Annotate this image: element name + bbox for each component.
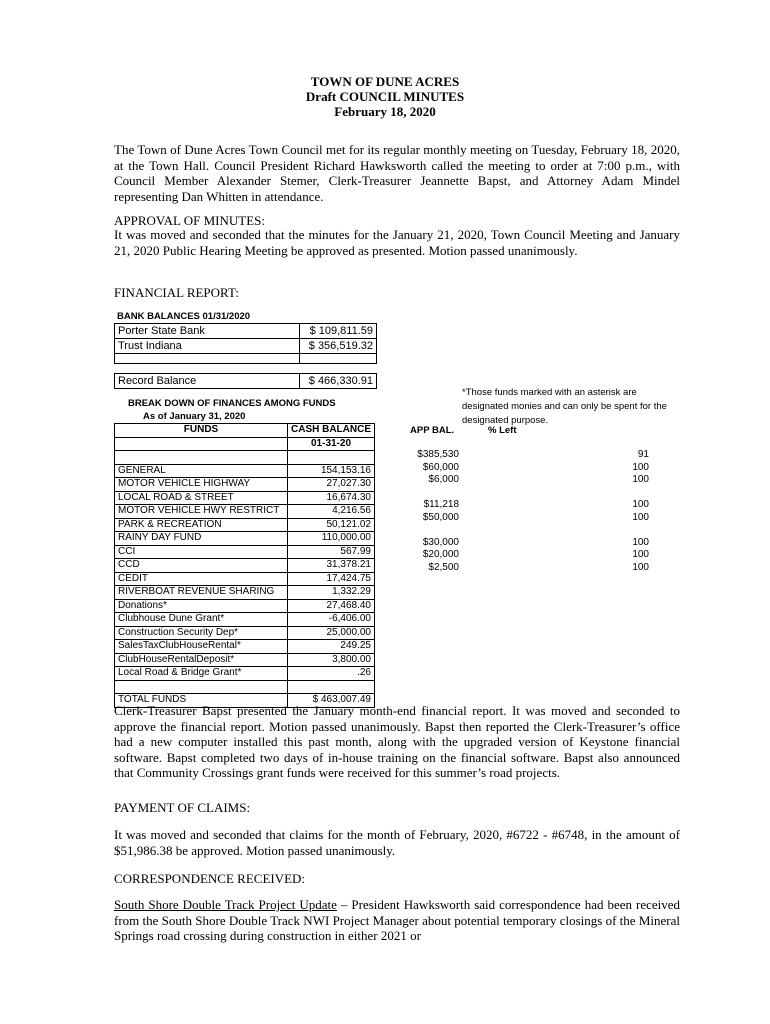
financial-heading: FINANCIAL REPORT:: [114, 285, 239, 300]
app-row: [392, 487, 649, 500]
fund-cash: 110,000.00: [288, 532, 375, 546]
breakdown-title: BREAK DOWN OF FINANCES AMONG FUNDS: [128, 398, 336, 409]
designated-funds-note: *Those funds marked with an asterisk are designated monies and can only be spent for the designated purpose.: [462, 387, 667, 426]
fund-name: PARK & RECREATION: [115, 518, 288, 532]
percent-left: 100: [632, 511, 649, 523]
fund-row: [115, 599, 375, 613]
bank-row: [115, 339, 377, 354]
fund-row: [115, 572, 375, 586]
fund-cash: 31,378.21: [288, 559, 375, 573]
percent-left: 100: [632, 499, 649, 510]
bank-name: Porter State Bank: [115, 324, 300, 339]
fund-name: SalesTaxClubHouseRental*: [115, 640, 288, 654]
app-balance: $385,530: [417, 449, 459, 460]
approval-heading: APPROVAL OF MINUTES:: [114, 213, 265, 228]
percent-left: [459, 487, 649, 500]
correspondence-paragraph: [114, 897, 680, 944]
claims-paragraph: It was moved and seconded that claims for the month of February, 2020, #6722 - #6748, in the amount of $51,986.38 be approved. Motion passed unanimously.: [114, 827, 680, 858]
funds-table: [114, 423, 375, 708]
fund-name: Local Road & Bridge Grant*: [115, 667, 288, 681]
fund-row: [115, 626, 375, 640]
fund-name: GENERAL: [115, 464, 288, 478]
fund-cash: 249.25: [288, 640, 375, 654]
fund-row: [115, 586, 375, 600]
fund-name: Construction Security Dep*: [115, 626, 288, 640]
app-balance: $11,218: [423, 499, 459, 510]
col-left-header: % Left: [488, 425, 517, 436]
funds-spacer-row: [115, 451, 375, 465]
correspondence-item-title: South Shore Double Track Project Update: [114, 897, 337, 912]
fund-cash: 27,027.30: [288, 478, 375, 492]
bank-value: $ 466,330.91: [300, 374, 377, 389]
app-balance: $2,500: [428, 561, 459, 573]
total-funds-label: TOTAL FUNDS: [115, 694, 288, 708]
fund-row: [115, 613, 375, 627]
funds-header-row: [115, 437, 375, 451]
app-row: [392, 449, 649, 462]
fund-name: CCI: [115, 545, 288, 559]
fund-row: [115, 653, 375, 667]
fund-cash: 154,153.16: [288, 464, 375, 478]
bank-value: $ 356,519.32: [300, 339, 377, 354]
bank-blank-row: [115, 354, 377, 364]
app-row: [392, 562, 649, 575]
bank-balances-table: [114, 323, 377, 389]
app-row: [392, 499, 649, 512]
app-balance: [392, 487, 459, 500]
fund-row: [115, 545, 375, 559]
intro-paragraph: The Town of Dune Acres Town Council met for its regular monthly meeting on Tuesday, February 18, 2020, at the Town Hall. Council President Richard Hawksworth called the meeting to order at 7:00 p.m., with Council Member Alexander Stemer, Clerk-Treasurer Jeannette Bapst, and Attorney Adam Mindel representing Dan Whitten in attendance.: [114, 142, 680, 204]
app-balance: $20,000: [422, 549, 459, 560]
fund-cash: 4,216.56: [288, 505, 375, 519]
fund-name: CCD: [115, 559, 288, 573]
fund-row: [115, 478, 375, 492]
app-balance: $30,000: [422, 536, 459, 548]
percent-left: 91: [637, 449, 649, 460]
fund-cash: 50,121.02: [288, 518, 375, 532]
fund-name: LOCAL ROAD & STREET: [115, 491, 288, 505]
app-row: [392, 512, 649, 525]
fund-row: [115, 464, 375, 478]
app-balance: $6,000: [428, 474, 459, 485]
app-row: [392, 474, 649, 487]
fund-cash: 27,468.40: [288, 599, 375, 613]
fund-name: MOTOR VEHICLE HWY RESTRICT: [115, 505, 288, 519]
col-funds-header: FUNDS: [115, 424, 288, 438]
financial-report-paragraph: Clerk-Treasurer Bapst presented the January month-end financial report. It was moved and seconded to approve the financial report. Motion passed unanimously. Bapst then reported the Clerk-Treasurer’s office had a new computer installed this past month, along with the upgraded version of Keystone financial software. Bapst completed two days of in-house training on the financial software. Bapst also announced that Community Crossings grant funds were received for this summer’s road projects.: [114, 703, 680, 780]
app-row: [392, 524, 649, 537]
bank-blank-row: [115, 364, 377, 374]
fund-row: [115, 491, 375, 505]
fund-row: [115, 559, 375, 573]
fund-cash: 25,000.00: [288, 626, 375, 640]
col-cash-header: CASH BALANCE: [288, 424, 375, 438]
bank-balances-title: BANK BALANCES 01/31/2020: [117, 311, 251, 322]
fund-cash: 17,424.75: [288, 572, 375, 586]
meeting-date: February 18, 2020: [334, 104, 436, 119]
correspondence-heading: CORRESPONDENCE RECEIVED:: [114, 871, 306, 886]
percent-left: 100: [632, 474, 649, 485]
percent-left: 100: [632, 549, 649, 560]
fund-row: [115, 667, 375, 681]
breakdown-asof: As of January 31, 2020: [143, 411, 246, 422]
bank-row: [115, 374, 377, 389]
percent-left: 100: [632, 561, 649, 573]
fund-cash: .26: [288, 667, 375, 681]
bank-value: $ 109,811.59: [300, 324, 377, 339]
correspondence-item-text: – President Hawksworth said correspondence had been received from the South Shore Double Track NWI Project Manager about potential temporary closings of the Mineral Springs road crossing during construction in either 2021 or: [114, 897, 681, 943]
funds-header-row: [115, 424, 375, 438]
app-balance: [392, 524, 459, 537]
fund-cash: -6,406.00: [288, 613, 375, 627]
funds-spacer-row: [115, 680, 375, 694]
app-balance: $60,000: [422, 461, 459, 473]
fund-row: [115, 518, 375, 532]
bank-name: Trust Indiana: [115, 339, 300, 354]
fund-name: RIVERBOAT REVENUE SHARING: [115, 586, 288, 600]
claims-heading: PAYMENT OF CLAIMS:: [114, 800, 251, 815]
fund-name: Donations*: [115, 599, 288, 613]
fund-cash: 567.99: [288, 545, 375, 559]
total-funds-value: $ 463,007.49: [288, 694, 375, 708]
fund-row: [115, 640, 375, 654]
bank-row: [115, 324, 377, 339]
fund-cash: 16,674.30: [288, 491, 375, 505]
fund-name: ClubHouseRentalDeposit*: [115, 653, 288, 667]
fund-name: RAINY DAY FUND: [115, 532, 288, 546]
fund-name: Clubhouse Dune Grant*: [115, 613, 288, 627]
fund-cash: 1,332.29: [288, 586, 375, 600]
fund-row: [115, 505, 375, 519]
col-app-header: APP BAL.: [410, 425, 455, 436]
app-balance: $50,000: [422, 511, 459, 523]
town-title: TOWN OF DUNE ACRES: [310, 74, 460, 89]
bank-name: Record Balance: [115, 374, 300, 389]
fund-row: [115, 532, 375, 546]
document-type: Draft COUNCIL MINUTES: [305, 89, 465, 104]
app-row: [392, 549, 649, 562]
approval-paragraph: It was moved and seconded that the minutes for the January 21, 2020, Town Council Meeting and January 21, 2020 Public Hearing Meeting be approved as presented. Motion passed unanimously.: [114, 227, 680, 258]
app-row: [392, 537, 649, 550]
app-row: [392, 462, 649, 475]
fund-name: MOTOR VEHICLE HIGHWAY: [115, 478, 288, 492]
fund-name: CEDIT: [115, 572, 288, 586]
percent-left: 100: [632, 461, 649, 473]
fund-cash: 3,800.00: [288, 653, 375, 667]
appropriation-table: [392, 449, 649, 574]
percent-left: 100: [632, 536, 649, 548]
percent-left: [459, 524, 649, 537]
col-cash-date: 01-31-20: [288, 437, 375, 451]
